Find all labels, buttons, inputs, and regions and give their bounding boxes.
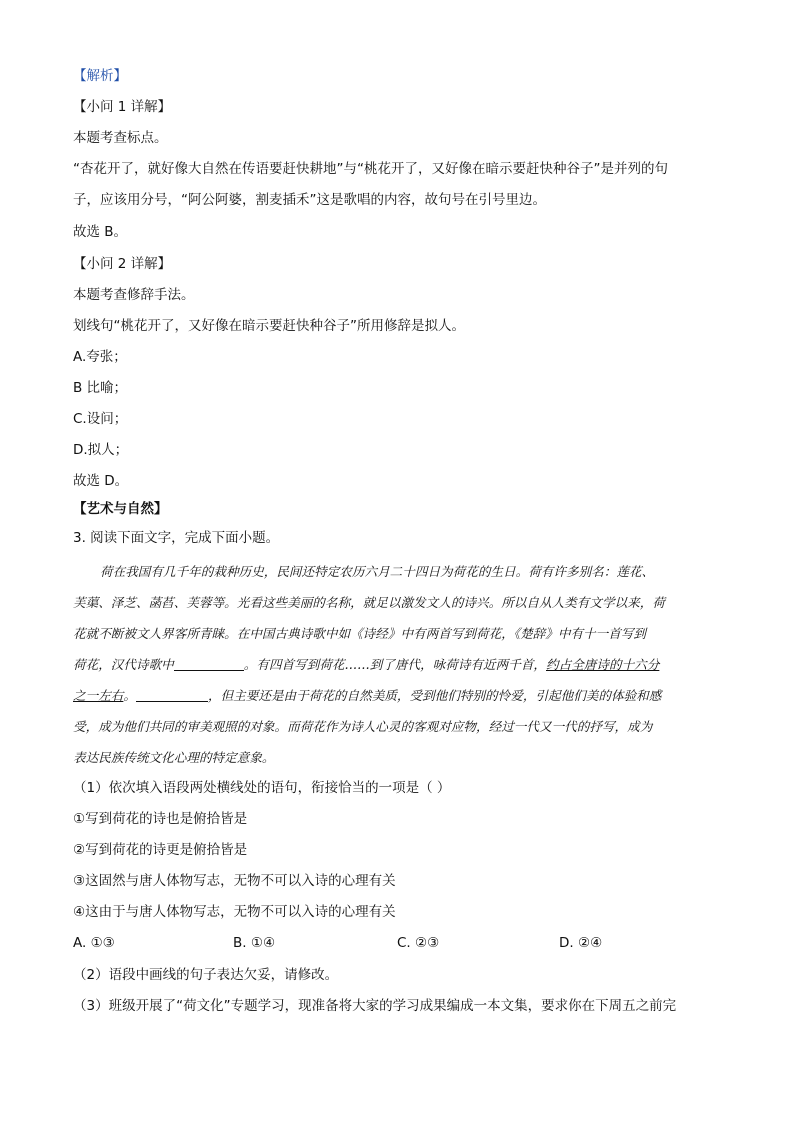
passage-line: 花就不断被文人界客所青睐。在中国古典诗歌中如《诗经》中有两首写到荷花，《楚辞》中有十一首写到 — [73, 626, 647, 641]
blank-1 — [174, 656, 244, 671]
q2-option: B 比喻； — [73, 380, 128, 396]
question-1: （1）依次填入语段两处横线处的语句，衔接恰当的一项是（ ） — [73, 780, 451, 796]
underlined-sentence: 约占全唐诗的十六分 — [546, 657, 660, 672]
underlined-sentence: 之一左右 — [73, 688, 124, 703]
analysis-header: 【解析】 — [73, 68, 127, 84]
choice-item: ④这由于与唐人体物写志，无物不可以入诗的心理有关 — [73, 904, 396, 920]
question-3: （3）班级开展了“荷文化”专题学习，现准备将大家的学习成果编成一本文集，要求你在下周五之前完 — [73, 998, 677, 1014]
option-b: B. ①④ — [233, 935, 276, 951]
q2-answer: 故选 D。 — [73, 473, 129, 489]
q3-intro: 3. 阅读下面文字，完成下面小题。 — [73, 530, 280, 546]
answer-options — [73, 933, 713, 953]
passage-line: 表达民族传统文化心理的特定意象。 — [73, 750, 275, 765]
q2-line: 本题考查修辞手法。 — [73, 287, 195, 303]
passage-line: 荷在我国有几千年的栽种历史，民间还特定农历六月二十四日为荷花的生日。荷有许多别名：莲花、 — [100, 564, 655, 579]
section-title: 【艺术与自然】 — [73, 501, 168, 517]
option-a: A. ①③ — [73, 935, 115, 951]
option-d: D. ②④ — [559, 935, 603, 951]
choice-item: ②写到荷花的诗更是俯拾皆是 — [73, 842, 248, 858]
q2-option: D.拟人； — [73, 442, 129, 458]
passage-line — [73, 649, 659, 681]
question-2: （2）语段中画线的句子表达欠妥，请修改。 — [73, 967, 339, 983]
option-c: C. ②③ — [397, 935, 440, 951]
choice-item: ③这固然与唐人体物写志，无物不可以入诗的心理有关 — [73, 873, 396, 889]
q2-option: C.设问； — [73, 411, 128, 427]
passage-line: 受，成为他们共同的审美观照的对象。而荷花作为诗人心灵的客观对应物，经过一代又一代的抒写，成为 — [73, 719, 653, 734]
q1-header: 【小问 1 详解】 — [73, 99, 172, 115]
q2-option: A.夸张； — [73, 349, 127, 365]
q1-line: “杏花开了，就好像大自然在传语要赶快耕地”与“桃花开了，又好像在暗示要赶快种谷子”是并列的句 — [73, 161, 668, 177]
passage-line — [73, 680, 661, 712]
reading-passage — [73, 556, 723, 786]
passage-line: 芙蕖、泽芝、菡萏、芙蓉等。光看这些美丽的名称，就足以激发文人的诗兴。所以自从人类有文学以来，荷 — [73, 595, 665, 610]
passage-text: 荷花，汉代诗歌中 — [73, 657, 174, 672]
q2-line: 划线句“桃花开了，又好像在暗示要赶快种谷子”所用修辞是拟人。 — [73, 318, 465, 334]
passage-text: 。有四首写到荷花……到了唐代，咏荷诗有近两千首， — [243, 657, 546, 672]
q1-line: 子，应该用分号，“阿公阿婆，割麦插禾”这是歌唱的内容，故句号在引号里边。 — [73, 192, 546, 208]
q2-header: 【小问 2 详解】 — [73, 256, 172, 272]
blank-2 — [136, 687, 208, 702]
q1-line: 本题考查标点。 — [73, 130, 168, 146]
choice-item: ①写到荷花的诗也是俯拾皆是 — [73, 811, 248, 827]
passage-text: 。 — [123, 688, 136, 703]
passage-text: ，但主要还是由于荷花的自然美质，受到他们特别的怜爱，引起他们美的体验和感 — [207, 688, 662, 703]
q1-answer: 故选 B。 — [73, 224, 128, 240]
